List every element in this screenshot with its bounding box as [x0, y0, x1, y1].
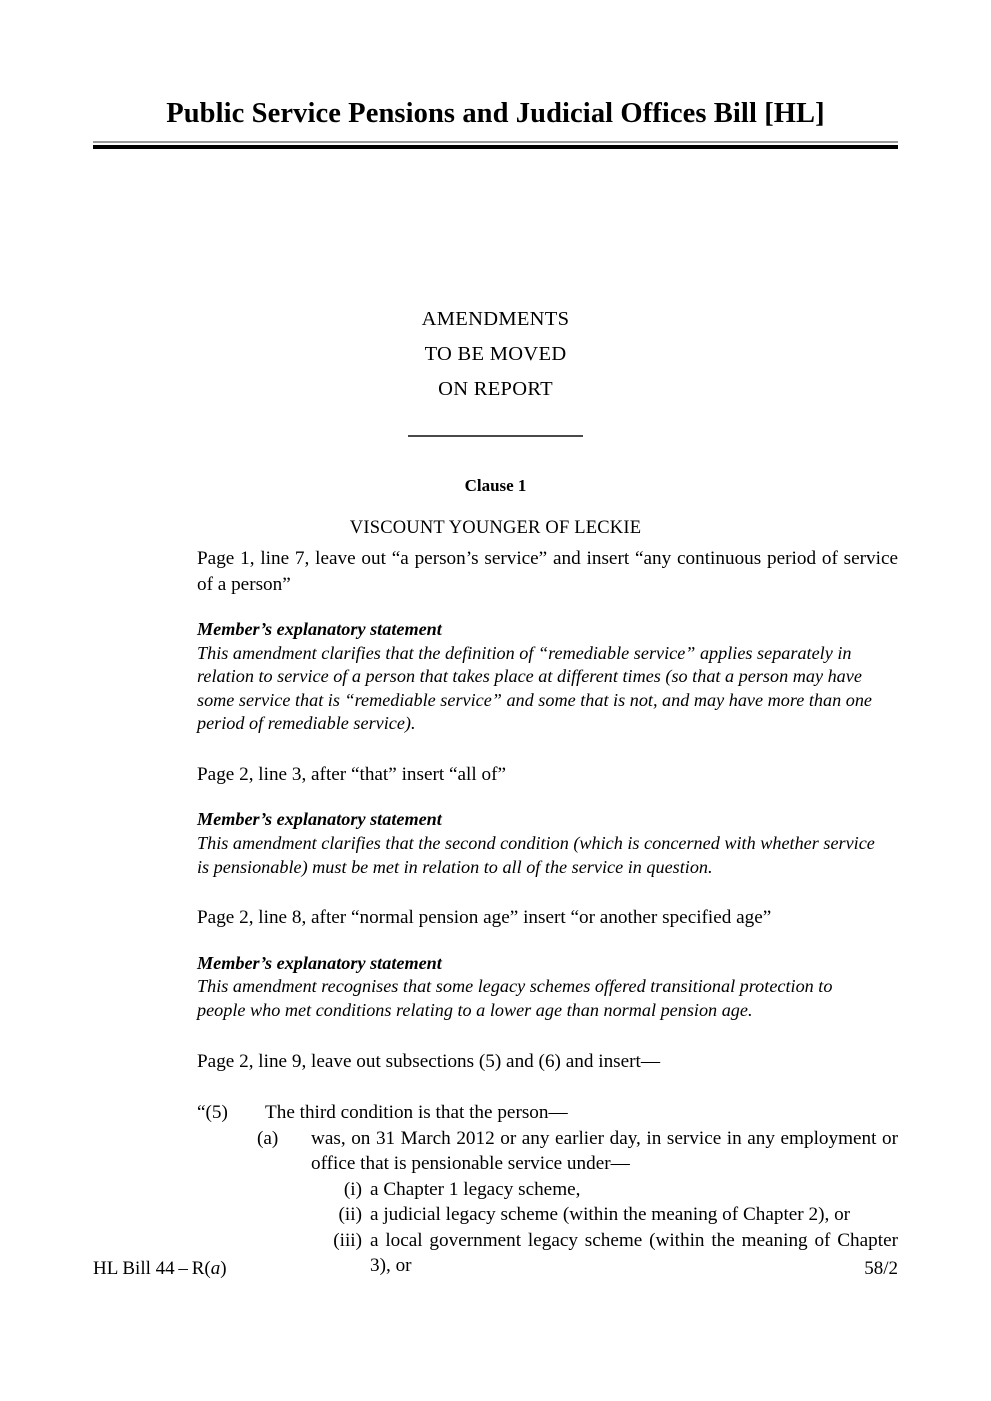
title-block	[93, 98, 898, 149]
explanatory-statement-body: This amendment recognises that some legacy schemes offered transitional protection to people who met conditions relating to a lower age than normal pension age.	[197, 976, 833, 1020]
subsection-text: The third condition is that the person—	[265, 1102, 568, 1124]
explanatory-statement	[197, 808, 880, 879]
inserted-paragraph-a	[197, 1126, 898, 1177]
amendment-text: Page 1, line 7, leave out “a person’s service” and insert “any continuous period of service of a person”	[197, 548, 898, 595]
bill-title: Public Service Pensions and Judicial Offices Bill [HL]	[166, 98, 825, 129]
paragraph-marker: (a)	[257, 1127, 279, 1149]
bill-number-prefix: HL Bill 44 – R(	[93, 1258, 211, 1279]
subparagraph-marker: (i)	[343, 1178, 362, 1200]
subparagraph-text: a judicial legacy scheme (within the meaning of Chapter 2), or	[370, 1204, 851, 1226]
amendment-sponsor: VISCOUNT YOUNGER OF LECKIE	[349, 518, 642, 538]
title-rule-thin	[93, 141, 898, 143]
explanatory-statement-title: Member’s explanatory statement	[197, 952, 442, 973]
explanatory-statement-title: Member’s explanatory statement	[197, 619, 442, 639]
amendment-text: Page 2, line 3, after “that” insert “all of”	[197, 763, 506, 785]
clause-heading: Clause 1	[464, 476, 527, 495]
bill-number-suffix: )	[220, 1258, 227, 1279]
heading-on-report: ON REPORT	[438, 378, 553, 400]
document-headings	[93, 302, 898, 445]
inserted-subsection-5	[197, 1100, 898, 1126]
subparagraph-text: a local government legacy scheme (within the meaning of Chapter 3), or	[370, 1229, 898, 1277]
subparagraph-marker: (iii)	[333, 1229, 362, 1251]
page-reference: 58/2	[864, 1258, 898, 1279]
explanatory-statement	[197, 618, 880, 736]
inserted-subparagraph-iii	[197, 1228, 898, 1279]
subparagraph-marker: (ii)	[338, 1204, 362, 1226]
amendment-text: Page 2, line 8, after “normal pension age” insert “or another specified age”	[197, 907, 772, 929]
amendment-text: Page 2, line 9, leave out subsections (5) and (6) and insert—	[197, 1050, 661, 1072]
inserted-subparagraph-ii	[197, 1202, 898, 1228]
heading-to-be-moved: TO BE MOVED	[424, 343, 567, 365]
inserted-text-block	[197, 1100, 898, 1279]
bill-number-italic: a	[210, 1258, 221, 1279]
subparagraph-text: a Chapter 1 legacy scheme,	[370, 1178, 581, 1200]
separator-rule-wrap	[93, 427, 898, 445]
paragraph-text: was, on 31 March 2012 or any earlier day, in service in any employment or office that is pensionable service under—	[311, 1127, 898, 1175]
separator-rule	[408, 435, 583, 437]
heading-amendments: AMENDMENTS	[421, 308, 570, 330]
bill-number	[93, 1258, 227, 1280]
explanatory-statement-title: Member’s explanatory statement	[197, 809, 442, 830]
explanatory-statement-body: This amendment clarifies that the second condition (which is concerned with whether service is pensionable) must be met in relation to all of the service in question.	[197, 833, 875, 877]
title-rule-thick	[93, 145, 898, 149]
inserted-subparagraph-i	[197, 1177, 898, 1203]
document-body	[197, 546, 898, 1279]
explanatory-statement-body: This amendment clarifies that the definition of “remediable service” applies separately in relation to service of a person that takes place at different times (so that a person may have some service that is “remediable service” and some that is not, and may have more than one period of remediable service).	[197, 642, 873, 734]
explanatory-statement	[197, 952, 880, 1023]
subsection-marker: “(5)	[197, 1102, 228, 1124]
